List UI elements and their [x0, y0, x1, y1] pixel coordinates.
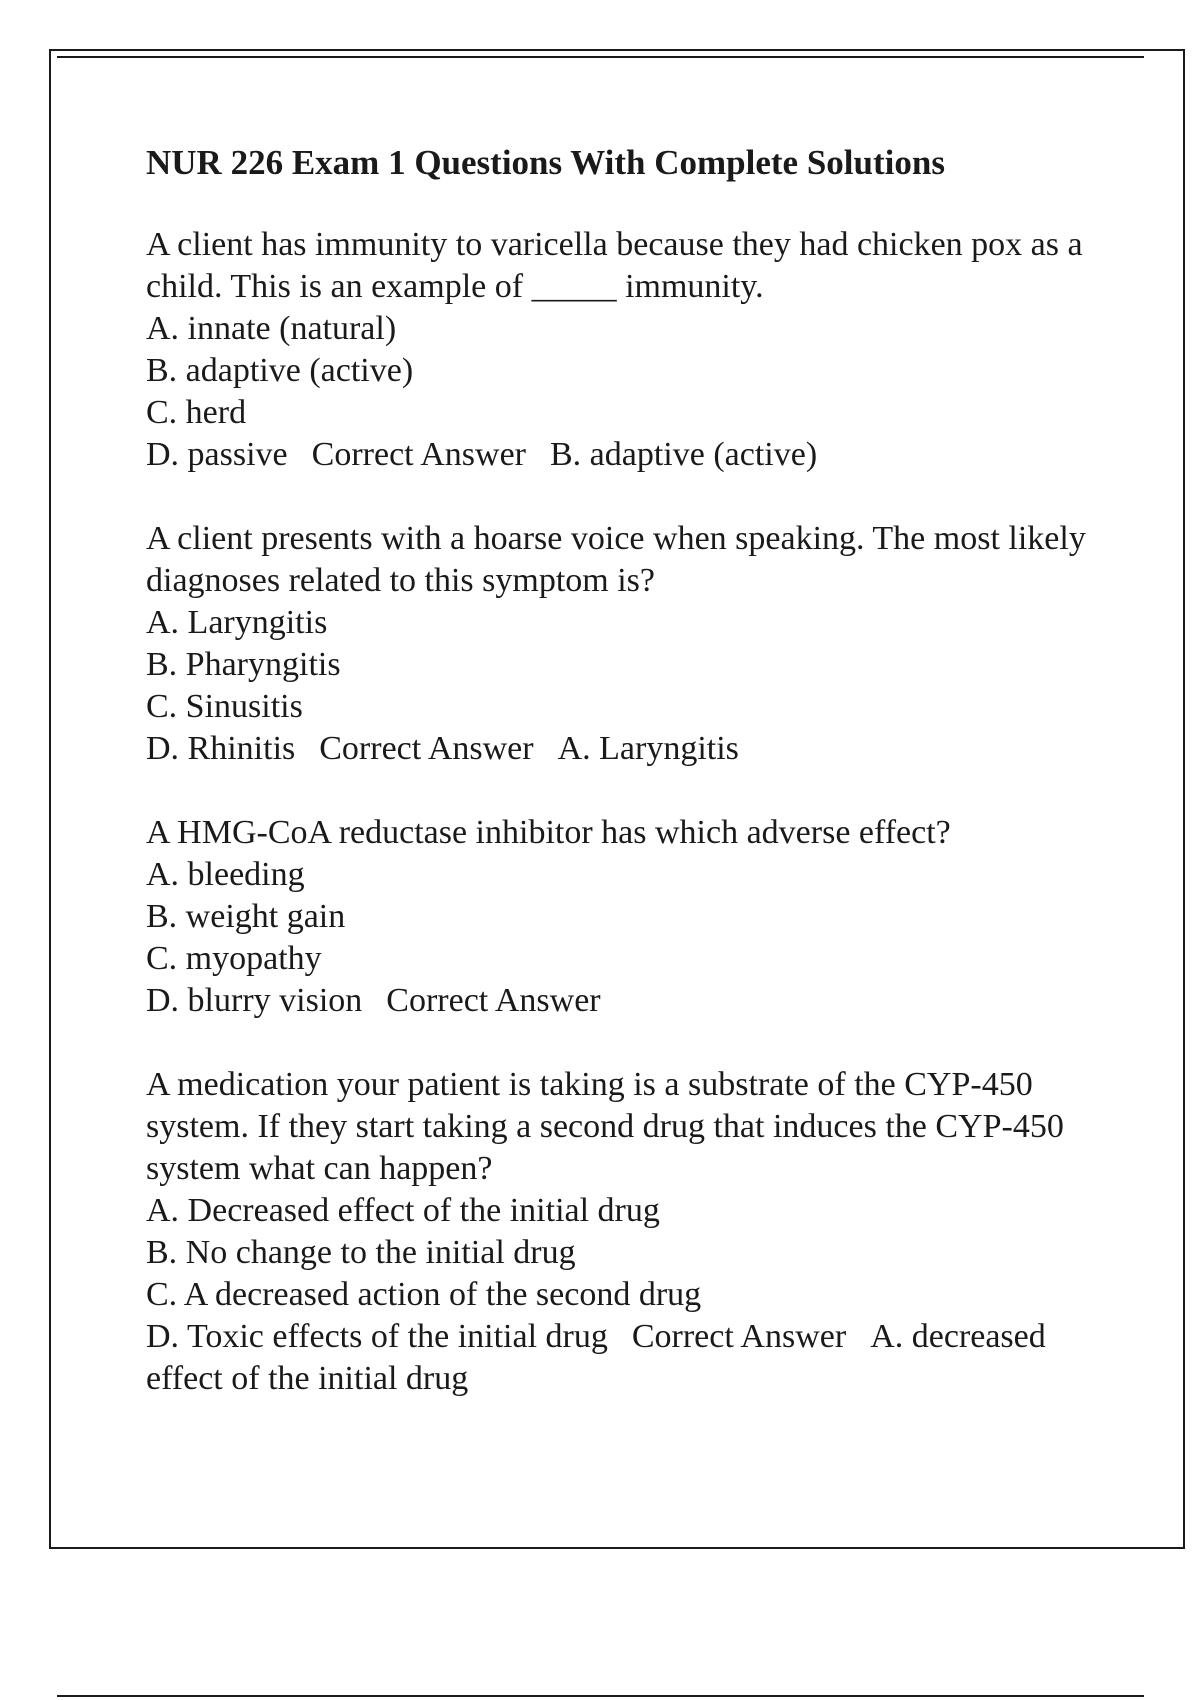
question-block [146, 224, 1106, 476]
option-b: B. Pharyngitis [146, 646, 341, 683]
option-list [146, 308, 1106, 476]
question-prompt: A client has immunity to varicella because they had chicken pox as a child. This is an example of _____ immunity. [146, 226, 1083, 305]
correct-answer-value: A. decreased effect of the initial drug [146, 1318, 1046, 1397]
option-list [146, 1190, 1106, 1400]
option-b: B. weight gain [146, 898, 346, 935]
option-list [146, 602, 1106, 770]
correct-answer-label: Correct Answer [311, 436, 526, 473]
option-b: B. adaptive (active) [146, 352, 414, 389]
question-prompt: A medication your patient is taking is a substrate of the CYP-450 system. If they start taking a second drug that induces the CYP-450 system what can happen? [146, 1066, 1064, 1187]
question-prompt: A client presents with a hoarse voice when speaking. The most likely diagnoses related to this symptom is? [146, 520, 1086, 599]
option-d-with-answer [146, 434, 1106, 476]
option-a: A. Laryngitis [146, 604, 328, 641]
option-d-with-answer [146, 980, 1106, 1022]
option-c: C. myopathy [146, 940, 322, 977]
option-list [146, 854, 1106, 1022]
option-d: D. Toxic effects of the initial drug [146, 1318, 608, 1355]
option-c: C. Sinusitis [146, 688, 303, 725]
top-rule [57, 56, 1144, 58]
question-block [146, 812, 1106, 1022]
correct-answer-label: Correct Answer [386, 982, 601, 1019]
document-title: NUR 226 Exam 1 Questions With Complete Solutions [146, 143, 945, 182]
correct-answer-label: Correct Answer [319, 730, 534, 767]
option-d: D. passive [146, 436, 288, 473]
option-d-with-answer [146, 728, 1106, 770]
question-block [146, 518, 1106, 770]
option-c: C. A decreased action of the second drug [146, 1276, 702, 1313]
option-c: C. herd [146, 394, 247, 431]
bottom-rule [57, 1695, 1144, 1697]
option-d-with-answer [146, 1316, 1106, 1400]
option-d: D. blurry vision [146, 982, 363, 1019]
correct-answer-value: B. adaptive (active) [549, 436, 818, 473]
correct-answer-value: A. Laryngitis [557, 730, 739, 767]
question-block [146, 1064, 1106, 1400]
option-b: B. No change to the initial drug [146, 1234, 576, 1271]
option-a: A. Decreased effect of the initial drug [146, 1192, 660, 1229]
option-d: D. Rhinitis [146, 730, 296, 767]
option-a: A. innate (natural) [146, 310, 397, 347]
document-content [146, 142, 1106, 1442]
option-a: A. bleeding [146, 856, 305, 893]
question-prompt: A HMG-CoA reductase inhibitor has which adverse effect? [146, 814, 951, 851]
correct-answer-label: Correct Answer [631, 1318, 847, 1355]
